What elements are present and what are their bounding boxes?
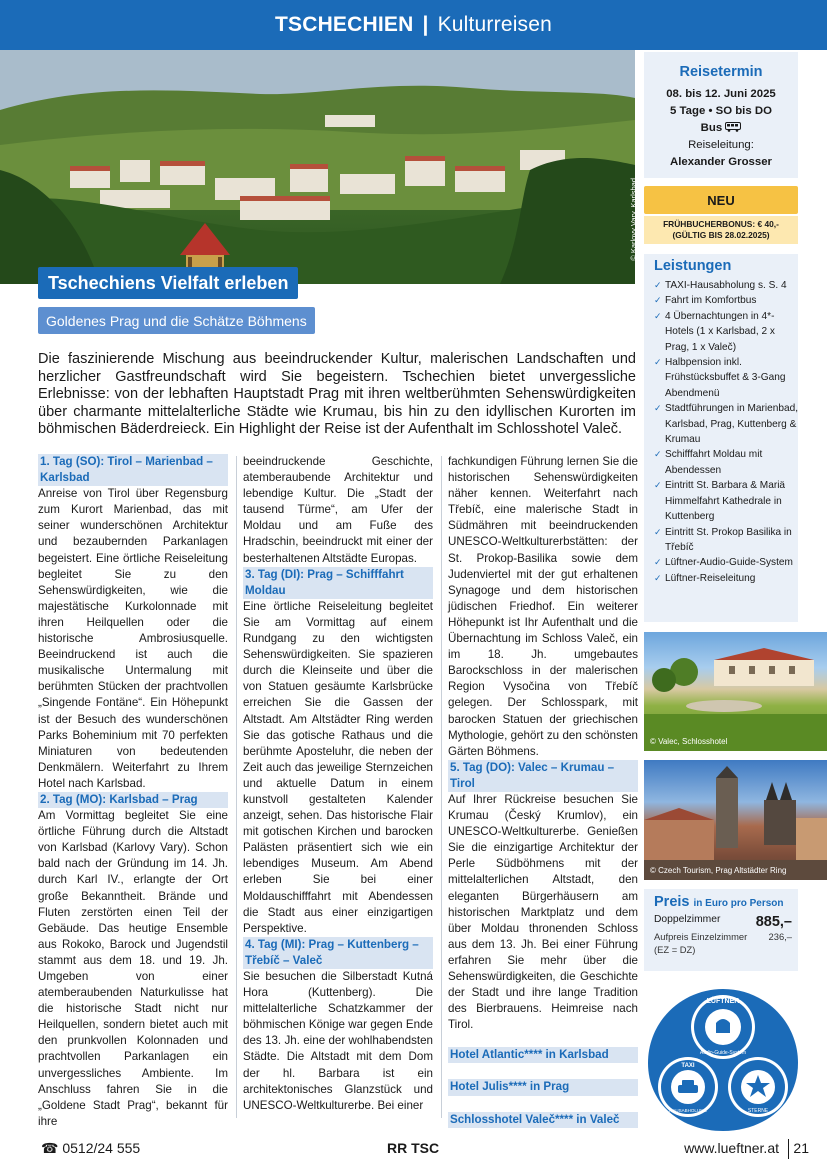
- day-1-heading: 1. Tag (SO): Tirol – Marienbad – Karlsbad: [38, 454, 228, 486]
- price-single-row: [654, 930, 798, 943]
- page-title: Tschechiens Vielfalt erleben: [38, 267, 298, 299]
- guide-label: Reiseleitung:: [688, 139, 754, 151]
- column-divider: [236, 456, 237, 1118]
- footer-divider: [788, 1139, 789, 1159]
- country-title: TSCHECHIEN: [274, 13, 414, 36]
- photo-prag-altstaedter-ring: [644, 760, 827, 880]
- services-list: [654, 278, 798, 586]
- footer-phone: [41, 1140, 140, 1157]
- day-2-text: Am Vormittag begleitet Sie eine örtliche Führung durch die Altstadt von Karlsbad (Karlovy Vary). Schon bald nach der Gründung im 14. Jh. durch Karl IV., erlangte der Ort große Bekanntheit. Brände und Fluten zerstörten einen Teil der Gebäude. Das heutige Ensemble aus Rokoko, Barock und Jugendstil stammt aus dem 18. und 19. Jh. Umgeben von einer atemberaubenden Naturkulisse hat die historische Stadt nicht nur Heilquellen, sondern bietet auch mit den prunkvollen Kolonnaden und prachtvollen Parkanlagen ein unvergessliches Ambiente. Im Anschluss fahren Sie in die „Goldene Stadt Prag“, bekannt für ihre: [38, 809, 228, 1128]
- check-icon: ✓: [654, 449, 662, 460]
- list-item: ✓ Lüftner-Audio-Guide-System: [654, 555, 798, 570]
- travel-date: 08. bis 12. Juni 2025: [666, 88, 776, 100]
- day-5-text: Auf Ihrer Rückreise besuchen Sie Krumau (Český Krumlov), ein UNESCO-Weltkulturerbe. Genießen Sie die einzigartige Architektur der Perle Südböhmens mit der mittelalterlichen Altstadt, den eleganten Bürgerhäusern am historischen Marktplatz und dem über Moldau thronenden Schloss aus dem 13. Jh. Bei einer Führung erfahren Sie mehr über die Sehenswürdigkeiten, die Geschichte der Stadt und ihre lange Tradition des Bierbrauens. Heimreise nach Tirol.: [448, 792, 638, 1032]
- phone-icon: ☎: [41, 1140, 59, 1156]
- price-heading: Preis in Euro pro Person: [654, 894, 784, 910]
- new-badge: NEU: [644, 186, 798, 214]
- check-icon: ✓: [654, 572, 662, 583]
- day-3-text: Eine örtliche Reiseleitung begleitet Sie am Vormittag auf einem Rundgang zu den wichtigsten Sehenswürdigkeiten. Sie spazieren durch die Kleinseite und über die von Statuen gesäumte Karlsbrücke erreichen Sie die Gassen der Altstadt. Am Altstädter Ring werden Sie das gotische Rathaus und die berühmte Aposteluhr, die neben der Zeit auch das jeweilige Sternzeichen und aktuelle Datum in einem kunstvoll gestalteten Kalender anzeigt, sehen. Das historische Flair mit gotischen Kirchen und barocken Palästen präsentiert sich wie ein lebendiges Museum. Am Abend erleben Sie bei einer Moldauschifffahrt mit Abendessen die Stadt aus einer einzigartigen Perspektive.: [243, 599, 433, 935]
- check-icon: ✓: [654, 295, 662, 306]
- photo-schlosshotel-valec: [644, 632, 827, 751]
- transport-label: Bus: [700, 122, 723, 134]
- check-icon: ✓: [654, 480, 662, 491]
- list-item: ✓ Halbpension inkl. Frühstücksbuffet & 3-Gang Abendmenü: [654, 357, 786, 399]
- section-header: [0, 0, 827, 50]
- check-icon: ✓: [654, 280, 662, 290]
- bonus-amount: FRÜHBUCHERBONUS: € 40,-: [663, 219, 779, 229]
- check-icon: ✓: [654, 403, 662, 414]
- single-room-label: Aufpreis Einzelzimmer: [654, 931, 748, 942]
- website-link[interactable]: www.lueftner.at: [684, 1140, 779, 1156]
- services-box: [644, 254, 798, 622]
- page-number: 21: [793, 1140, 809, 1156]
- seal-top-text: LÜFTNER: [706, 998, 740, 1005]
- day-1-text: Anreise von Tirol über Regensburg zum Kurort Marienbad, das mit seiner wunderschönen Architektur und bezaubernden Parkanlagen begeistert. Eine örtliche Reiseleitung begleitet Sie zu den Sehenswürdigkeiten, wie die majestätische Kurkolonnade mit ihren Heilquellen oder die historische Ambrosiusquelle. Beeindruckend ist auch die musikalische Untermalung mit berühmten Stücken der prachtvollen „Singende Fontäne“. Ein Höhepunkt ist der Besuch des wunderschönen Parks Boheminium mit 70 perfekten Miniaturen von bedeutenden Denkmälern. Weiterfahrt zu Ihrem Hotel nach Karlsbad.: [38, 487, 228, 790]
- list-item: ✓ Eintritt St. Prokop Basilika in Třebíč: [654, 526, 792, 553]
- travel-transport: [644, 120, 798, 137]
- price-double-row: [654, 914, 798, 930]
- seal-top-subtext: Audio-Guide-System: [699, 1050, 747, 1056]
- page-footer: [0, 1136, 827, 1162]
- photo-credit: © Karlovy Vary, Karlsbad: [629, 178, 638, 261]
- seal-left-text: TAXI: [681, 1063, 695, 1069]
- photo-caption: © Valec, Schlosshotel: [650, 737, 728, 746]
- seal-left-subtext: HAUSABHOLUNG: [669, 1108, 707, 1113]
- header-separator: |: [422, 13, 429, 36]
- page-subtitle: Goldenes Prag und die Schätze Böhmens: [38, 307, 315, 334]
- hotel-prag: Hotel Julis**** in Prag: [448, 1079, 638, 1095]
- list-item: ✓ Schifffahrt Moldau mit Abendessen: [654, 449, 763, 476]
- check-icon: ✓: [654, 310, 662, 321]
- double-room-price: 885,–: [755, 914, 792, 930]
- itinerary-column-2: [243, 454, 433, 1114]
- day-4-heading: 4. Tag (MI): Prag – Kuttenberg – Třebíč – Valeč: [243, 937, 433, 969]
- travel-date-box: [644, 52, 798, 178]
- photo-caption: © Czech Tourism, Prag Altstädter Ring: [650, 866, 787, 875]
- hotel-valec: Schlosshotel Valeč**** in Valeč: [448, 1112, 638, 1128]
- check-icon: ✓: [654, 357, 662, 368]
- price-box: [644, 889, 798, 971]
- hero-illustration: [0, 50, 635, 284]
- bus-icon: [725, 122, 741, 132]
- list-item: ✓ Stadtführungen in Marienbad, Karlsbad, Prag, Kuttenberg & Krumau: [654, 403, 798, 446]
- trip-code: RR TSC: [387, 1140, 440, 1156]
- guide-name: Alexander Grosser: [670, 156, 772, 168]
- lueftner-seal-logo: [646, 987, 800, 1133]
- phone-number: 0512/24 555: [62, 1140, 141, 1156]
- travel-date-heading: Reisetermin: [679, 64, 763, 80]
- list-item: ✓ Eintritt St. Barbara & Mariä Himmelfahrt Kathedrale in Kuttenberg: [654, 480, 786, 523]
- day-2-text-continued: beeindruckende Geschichte, atemberaubende Architektur und lebendige Kultur. Die „Stadt der tausend Türme“, am Ufer der Moldau und am Fuße des Hradschin, beeindruckt mit einer der besterhaltenen Altstädte Europas.: [243, 455, 433, 565]
- hero-photo-karlsbad: [0, 50, 638, 284]
- day-4-text-continued: fachkundigen Führung lernen Sie die historischen Sehenswürdigkeiten näher kennen. Weiterfahrt nach Třebíč, eine malerische Stadt in Südmähren mit beeindruckenden UNESCO-Weltkulturerbstätten: der St. Prokop-Basilika sowie dem Judenviertel mit der gut erhaltenen Synagoge und dem historischen jüdischen Friedhof. Ein weiterer Höhepunkt ist Ihr Aufenthalt und die Übernachtung im Schloss Valeč, ein im 18. Jh. umgebautes Barockschloss in der malerischen Region Vysočina von Třebíč gelegen. Der Schlosspark, mit barocken Statuen der griechischen Mythologie, gehört zu den schönsten Gärten Böhmens.: [448, 455, 638, 758]
- category-title: Kulturreisen: [437, 13, 553, 36]
- seal-right-subtext: STERNE: [747, 1108, 769, 1114]
- check-icon: ✓: [654, 526, 662, 537]
- single-room-price: 236,–: [768, 931, 792, 942]
- castle-illustration: [644, 632, 827, 751]
- services-heading: Leistungen: [654, 258, 732, 274]
- list-item: ✓ Lüftner-Reiseleitung: [654, 571, 798, 586]
- day-3-heading: 3. Tag (DI): Prag – Schifffahrt Moldau: [243, 567, 433, 599]
- list-item: ✓ Fahrt im Komfortbus: [654, 293, 798, 308]
- day-2-heading: 2. Tag (MO): Karlsbad – Prag: [38, 792, 228, 808]
- early-booking-bonus: [644, 216, 798, 244]
- day-5-heading: 5. Tag (DO): Valec – Krumau – Tirol: [448, 760, 638, 792]
- bonus-validity: (GÜLTIG BIS 28.02.2025): [672, 230, 770, 240]
- hotel-karlsbad: Hotel Atlantic**** in Karlsbad: [448, 1047, 638, 1063]
- check-icon: ✓: [654, 557, 662, 568]
- intro-text: Die faszinierende Mischung aus beeindruckender Kultur, malerischen Landschaften und herzlicher Gastfreundschaft wird Sie begeistern. Tschechien bietet unvergessliche Erlebnisse: von der lebhaften Hauptstadt Prag mit ihren weltberühmten Sehenswürdigkeiten über charmante mittelalterliche Städte wie Krumau, bis hin zu den idyllischen Kurorten im böhmischen Bäderdreieck. Ein Highlight der Reise ist der Aufenthalt im Schlosshotel Valeč.: [38, 351, 636, 438]
- itinerary-column-3: [448, 454, 638, 1128]
- day-4-text: Sie besuchen die Silberstadt Kutná Hora (Kuttenberg). Die mittelalterliche Schatzkammer der böhmischen Könige war gegen Ende des 13. Jh. eine der wohlhabendsten Städte. Die Altstadt mit dem Dom der hl. Barbara ist ein architektonisches Glanzstück und UNESCO-Weltkulturerbe. Bei einer: [243, 970, 433, 1112]
- list-item: ✓ TAXI-Hausabholung s. S. 4: [654, 278, 798, 293]
- column-divider: [441, 456, 442, 1118]
- prague-illustration: [644, 760, 827, 880]
- itinerary-column-1: [38, 454, 228, 1130]
- price-note: (EZ = DZ): [654, 944, 696, 955]
- list-item: ✓ 4 Übernachtungen in 4*-Hotels (1 x Karlsbad, 2 x Prag, 1 x Valeč): [654, 310, 775, 353]
- double-room-label: Doppelzimmer: [654, 914, 721, 925]
- travel-duration: 5 Tage • SO bis DO: [670, 105, 772, 117]
